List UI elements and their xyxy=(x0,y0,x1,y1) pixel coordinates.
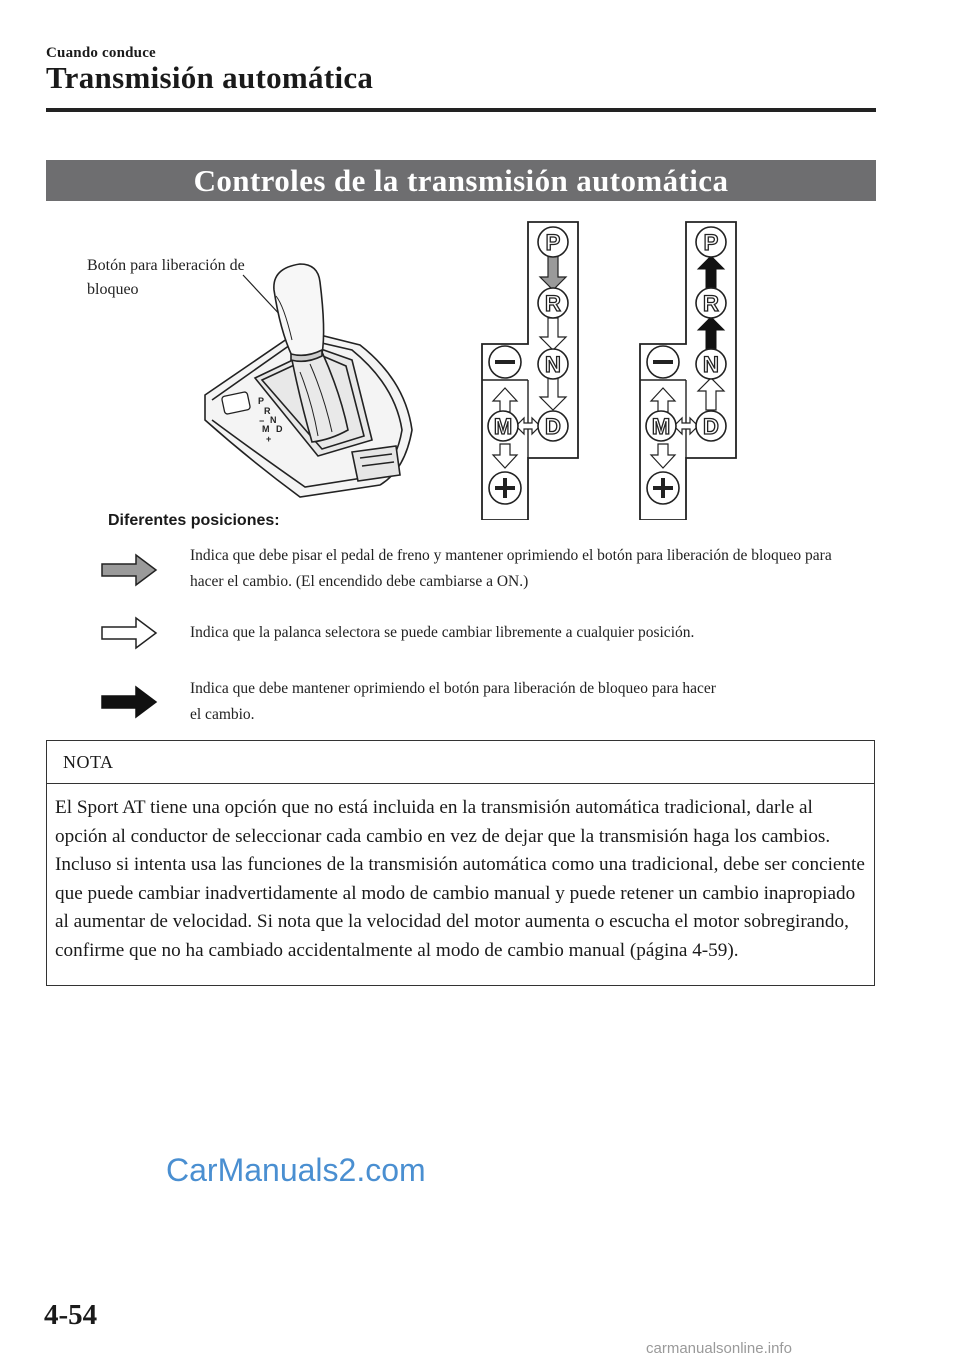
gate-right-d: D xyxy=(703,414,719,439)
gear-gate-left xyxy=(482,222,578,520)
footer-watermark: carmanualsonline.info xyxy=(646,1340,792,1357)
gate-left-r: R xyxy=(545,291,561,316)
svg-text:M: M xyxy=(262,424,270,434)
gate-left-p: P xyxy=(545,230,561,255)
svg-text:N: N xyxy=(270,415,277,425)
gate-right-r: R xyxy=(703,291,719,316)
black-arrow-icon xyxy=(100,684,160,720)
legend-text: Indica que debe pisar el pedal de freno y mantener oprimiendo el botón para liberación de bloqueo para hacer el cambio. (El encendido debe cambiarse a ON.) xyxy=(190,547,832,590)
svg-text:+: + xyxy=(266,434,272,444)
section-label: Cuando conduce xyxy=(46,45,156,61)
watermark: CarManuals2.com xyxy=(166,1152,426,1188)
svg-text:−: − xyxy=(259,416,265,426)
legend-text: Indica que debe mantener oprimiendo el botón para liberación de bloqueo para hacer el cambio. xyxy=(190,680,716,723)
note-box xyxy=(46,740,875,986)
outline-arrow-icon xyxy=(100,615,160,651)
svg-text:P: P xyxy=(258,396,265,406)
gate-right-n: N xyxy=(703,352,719,377)
chapter-title: Transmisión automática xyxy=(46,60,374,95)
shift-illustration xyxy=(0,0,960,520)
gate-left-d: D xyxy=(545,414,561,439)
gate-left-m: M xyxy=(493,414,513,439)
gate-right-p: P xyxy=(703,230,719,255)
page-number: 4-54 xyxy=(44,1299,98,1331)
section-banner: Controles de la transmisión automática xyxy=(46,160,876,201)
note-body: El Sport AT tiene una opción que no está incluida en la transmisión automática tradicional, darle al opción al conductor de seleccionar cada cambio en vez de dejar que la transmisión haga los cambios. Incluso si intenta usa las funciones de la transmisión automática como una tradicional, debe ser conciente que puede cambiar inadvertidamente al modo de cambio manual y puede retener un cambio inapropiado al aumentar de velocidad. Si nota que la velocidad del motor aumenta o escucha el motor sobregirando, confirme que no ha cambiado accidentalmente al modo de cambio manual (página 4-59). xyxy=(55,797,865,961)
note-heading: NOTA xyxy=(47,741,874,784)
gate-right-m: M xyxy=(651,414,671,439)
svg-text:R: R xyxy=(264,406,271,416)
gate-left-n: N xyxy=(545,352,561,377)
release-button-callout: Botón para liberación de bloqueo xyxy=(87,257,245,298)
gray-arrow-icon xyxy=(100,552,160,588)
legend-text: Indica que la palanca selectora se puede cambiar libremente a cualquier posición. xyxy=(190,624,695,641)
legend-title: Diferentes posiciones: xyxy=(108,512,280,529)
svg-text:D: D xyxy=(276,424,283,434)
gear-gate-right xyxy=(640,222,736,520)
